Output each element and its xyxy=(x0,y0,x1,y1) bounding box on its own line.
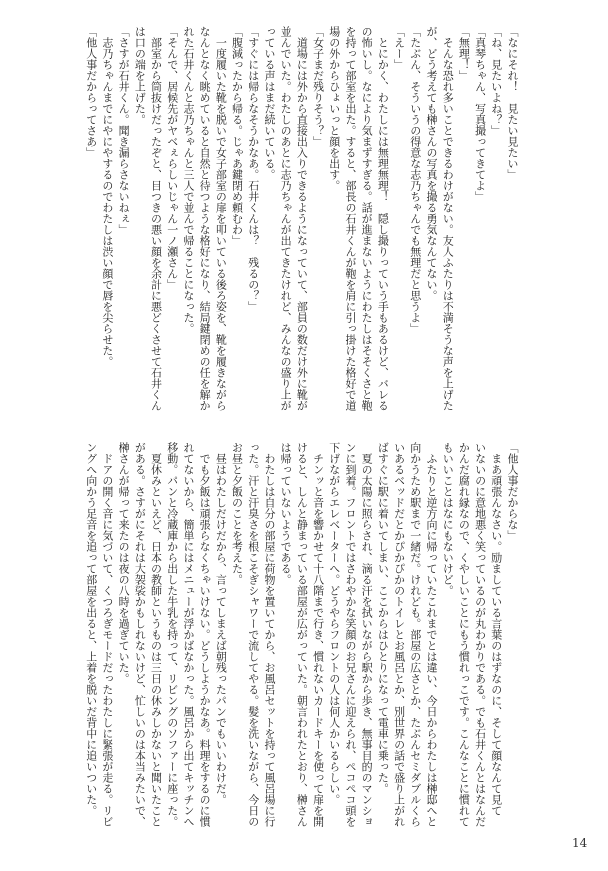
text-line: お昼と夕飯のことを考えた。 xyxy=(230,442,244,585)
text-line: かんだ腐れ縁なので、くやしいことにもう慣れっこです。こんなことに慣れて xyxy=(457,442,471,827)
text-line: っている声はまだ続いている。 xyxy=(262,26,276,180)
text-line: 「えー」 xyxy=(392,26,406,70)
text-line: れた石井くんと志乃ちゃんと三人で並んで帰ることになった。 xyxy=(181,26,195,334)
text-line: まあ頑張んなさい。励ましている言葉のはずなのに、そして顔なんて見て xyxy=(489,442,503,816)
text-line: ンに到着。フロントではさわやかな笑顔のお兄さんに迎えられ、ペコペコ頭を xyxy=(343,442,357,827)
text-line: 「他人事だからってさあ」 xyxy=(84,26,98,158)
text-line: いないのに意地悪く笑っているのが丸わかりである。でも石井くんとはなんだ xyxy=(473,442,487,827)
text-line: 「腹減ったから帰る。じゃあ鍵閉め頼むわ」 xyxy=(230,26,244,246)
text-line: を持って部室を出た。すると、部長の石井くんが鞄を肩に引っ掛けた格好で道 xyxy=(343,26,357,411)
text-line: 「たぶん、そういうの得意な志乃ちゃんでも無理だと思うよ」 xyxy=(408,26,422,334)
text-line: もいいことはなにもないけど。 xyxy=(441,442,455,596)
text-line: 移動。パンと冷蔵庫から出した牛乳を持って、リビングのソファーに座った。 xyxy=(165,442,179,827)
text-line: 「そんで、居候先がヤベぇらしいじゃん一ノ瀬さん」 xyxy=(165,26,179,290)
text-line: 場の外からひょいっと顔を出す。 xyxy=(327,26,341,191)
text-line: 「さすが石井くん。聞き漏らさないねぇ」 xyxy=(117,26,131,235)
text-line: れてないから、簡単にはメニューが浮かばなかった。風呂から出てキッチンへ xyxy=(181,442,195,827)
text-line: は口の端を上げた。 xyxy=(133,26,147,125)
text-line: 「他人事だからな」 xyxy=(506,442,519,541)
page-number: 14 xyxy=(572,836,588,850)
text-line: 一度履いた靴を脱いで女子部室の扉を叩いている後ろ姿を、靴を履きながら xyxy=(214,26,228,411)
text-line: 志乃ちゃんまでにやにやするのでわたしは渋い顔で唇を尖らせた。 xyxy=(100,26,114,367)
text-line: 榊さんが帰って来たのは夜の八時を過ぎていた。 xyxy=(117,442,131,684)
text-line: 下げながらエレベーターへ。どうやらフロントの人は何人かいるらしい。 xyxy=(327,442,341,805)
text-line: 「すぐには帰らなそうかなあ。石井くんは？ 残るの？」 xyxy=(246,26,260,312)
text-line: 並んでいた。わたしのあとに志乃ちゃんが出てきたけれど、みんなの盛り上が xyxy=(279,26,293,411)
text-line: の怖いし。なにより気まずすぎる。話が進まないようにわたしはそそくさと鞄 xyxy=(360,26,374,411)
text-line: 「なにそれ！ 見たい見たい」 xyxy=(506,26,519,180)
top-text-block xyxy=(80,26,520,420)
text-line: そんな恐れ多いことできるわけがない。友人ふたりは不満そうな声を上げた xyxy=(441,26,455,411)
text-line: った。汗と汗臭さを根こそぎシャワーで流してやる。髪を洗いながら、今日の xyxy=(246,442,260,827)
text-line: 道場には外から直接出入りできるようになっていて、部員の数だけ外に靴が xyxy=(295,26,309,411)
text-line: 「真琴ちゃん、写真撮ってきてよ」 xyxy=(473,26,487,202)
text-line: いあるベッドだとかぴかぴかのトイレとお風呂とか、別世界の話で盛り上がれ xyxy=(392,442,406,827)
text-line: が、どう考えても榊さんの写真を撮る勇気なんてない。 xyxy=(424,26,438,301)
text-line: 夏の太陽に照らされ、滴る汗を拭いながら駅から歩き、無事目的のマンショ xyxy=(360,442,374,827)
text-line: 「女子まだ残りそう？」 xyxy=(311,26,325,147)
text-line: わたしは自分の部屋に荷物を置いてから、お風呂セットを持って風呂場に行 xyxy=(262,442,276,827)
text-line: ふたりと逆方向に帰っていたこれまでとは違い、今日からわたしは榊邸へと xyxy=(424,442,438,827)
text-line: 「ね、見たいよね？」 xyxy=(489,26,503,136)
text-line: 向かうため駅まで一緒だ。けれども。部屋の広さとか、たぶんセミダブルくら xyxy=(408,442,422,827)
text-line: 夏休みといえど、日本の教師というものは三日の休みしかないと聞いたこと xyxy=(149,442,163,827)
text-line: ドアの開く音に気づいて、くつろぎモードだったわたしに緊張が走る。リビ xyxy=(100,442,114,827)
text-line: なんとなく眺めていると自然と待つような格好になり、結局鍵閉めの任を解か xyxy=(198,26,212,411)
text-line: でも夕飯は頑張らなくちゃいけない。どうしようかなあ。料理をするのに慣 xyxy=(198,442,212,827)
text-line: 昼はわたしだけだから、言ってしまえば朝残ったパンでもいいわけだ。 xyxy=(214,442,228,805)
text-line: けると、しんと静まっている部屋が広がっていた。朝言われたとおり、榊さん xyxy=(295,442,309,827)
text-line: 部室から筒抜けだったぞと、目つきの悪い顔を余計に悪どくさせて石井くん xyxy=(149,26,163,411)
text-line: チンッと音を響かせて十八階まで行き、慣れないカードキーを使って扉を開 xyxy=(311,442,325,827)
bottom-text-block xyxy=(80,442,520,836)
text-line: がある。さすがにそれは大袈裟かもしれないけど、忙しいのは本当みたいで、 xyxy=(133,442,147,827)
text-line: ングへ向かう足音を追って部屋を出ると、上着を脱いだ背中に追いついた。 xyxy=(84,442,98,816)
text-line: は帰っていないようである。 xyxy=(279,442,293,585)
text-line: ばすぐに駅に着いてしまい、ここからはひとりになって電車に乗った。 xyxy=(376,442,390,794)
text-line: とにかく、わたしには無理無理！ 隠し撮りっていう手もあるけど、バレる xyxy=(376,26,390,411)
text-line: 「無理！」 xyxy=(457,26,471,81)
